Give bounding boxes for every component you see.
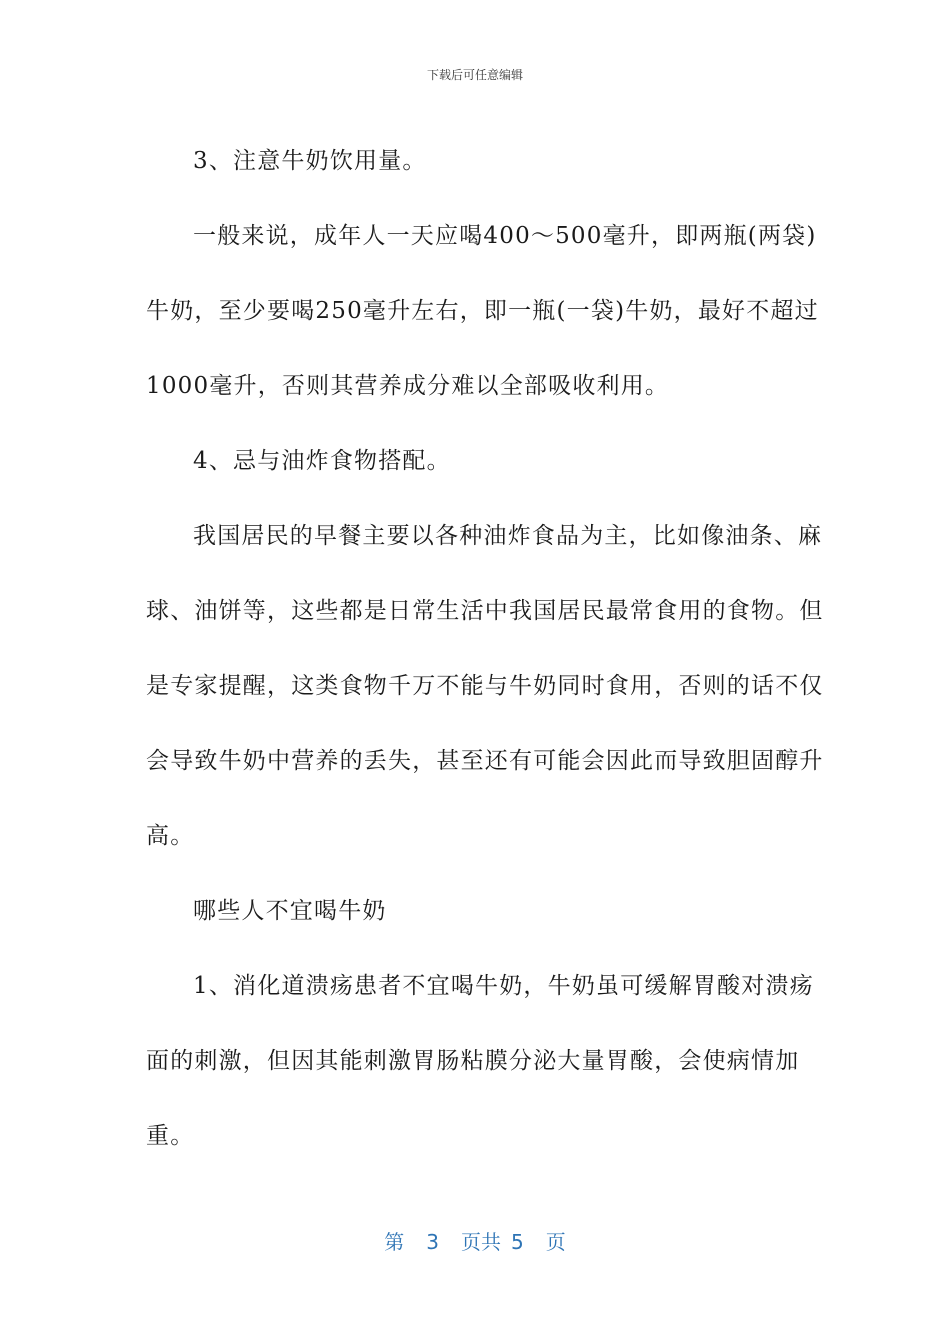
current-page-number: 3	[426, 1230, 439, 1254]
paragraph: 一般来说，成年人一天应喝400～500毫升，即两瓶(两袋)牛奶，至少要喝250毫升左右，即一瓶(一袋)牛奶，最好不超过1000毫升，否则其营养成分难以全部吸收利用。	[146, 223, 819, 399]
page-header: 下载后可任意编辑	[426, 68, 523, 82]
paragraph: 我国居民的早餐主要以各种油炸食品为主，比如像油条、麻球、油饼等，这些都是日常生活中我国居民最常食用的食物。但是专家提醒，这类食物千万不能与牛奶同时食用，否则的话不仅会导致牛奶中营养的丢失，甚至还有可能会因此而导致胆固醇升高。	[146, 523, 824, 849]
paragraph: 哪些人不宜喝牛奶	[193, 898, 387, 924]
document-body	[146, 124, 826, 1174]
footer-middle: 页共	[461, 1230, 501, 1254]
paragraph: 3、注意牛奶饮用量。	[193, 148, 427, 174]
page-footer	[0, 1226, 950, 1255]
paragraph: 4、忌与油炸食物搭配。	[193, 448, 451, 474]
footer-suffix: 页	[545, 1230, 566, 1254]
total-pages-number: 5	[511, 1230, 524, 1254]
paragraph: 1、消化道溃疡患者不宜喝牛奶，牛奶虽可缓解胃酸对溃疡面的刺激，但因其能刺激胃肠粘膜分泌大量胃酸，会使病情加重。	[146, 973, 814, 1149]
footer-prefix: 第	[384, 1230, 405, 1254]
